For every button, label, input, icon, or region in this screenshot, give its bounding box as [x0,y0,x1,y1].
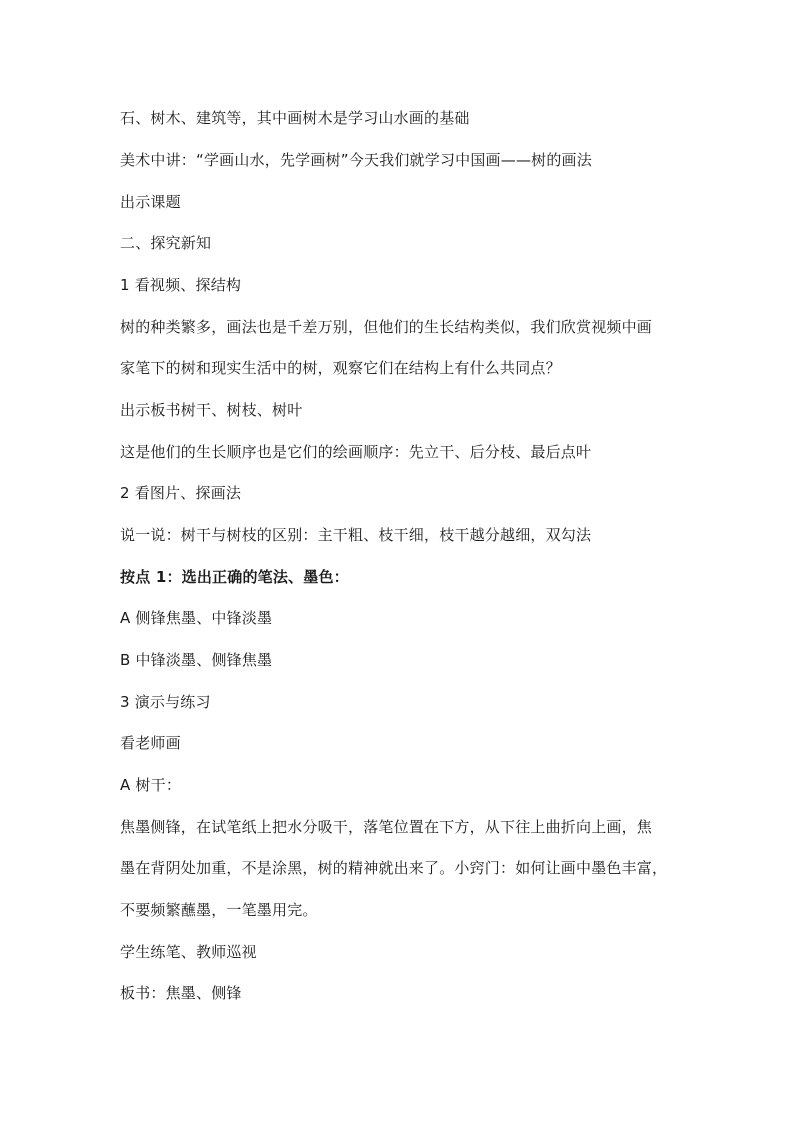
text-line: 墨在背阴处加重，不是涂黑，树的精神就出来了。小窍门：如何让画中墨色丰富， [120,859,668,877]
text-line: 石、树木、建筑等，其中画树木是学习山水画的基础 [120,109,470,127]
quiz-option-a: A 侧锋焦墨、中锋淡墨 [120,609,273,627]
text-line: 树的种类繁多，画法也是千差万别，但他们的生长结构类似，我们欣赏视频中画 [120,318,653,336]
text-line: 家笔下的树和现实生活中的树，观察它们在结构上有什么共同点？ [120,359,561,377]
text-line: 板书：焦墨、侧锋 [120,984,242,1002]
text-line: 不要频繁蘸墨，一笔墨用完。 [120,901,318,919]
subsection-heading: 2 看图片、探画法 [120,484,242,502]
quiz-prompt: 按点 1：选出正确的笔法、墨色： [120,568,349,586]
text-line: 看老师画 [120,734,181,752]
subsection-heading: 1 看视频、探结构 [120,276,242,294]
text-line: A 树干： [120,776,182,794]
text-line: 出示板书树干、树枝、树叶 [120,401,303,419]
text-line: 焦墨侧锋，在试笔纸上把水分吸干，落笔位置在下方，从下往上曲折向上画，焦 [120,818,653,836]
subsection-heading: 3 演示与练习 [120,693,211,711]
text-line: 出示课题 [120,193,181,211]
text-line: 这是他们的生长顺序也是它们的绘画顺序：先立干、后分枝、最后点叶 [120,443,592,461]
text-line: 美术中讲：“学画山水，先学画树”今天我们就学习中国画——树的画法 [120,151,592,169]
section-heading: 二、探究新知 [120,234,212,252]
text-line: 说一说：树干与树枝的区别：主干粗、枝干细，枝干越分越细，双勾法 [120,526,592,544]
text-line: 学生练笔、教师巡视 [120,943,257,961]
quiz-option-b: B 中锋淡墨、侧锋焦墨 [120,651,273,669]
